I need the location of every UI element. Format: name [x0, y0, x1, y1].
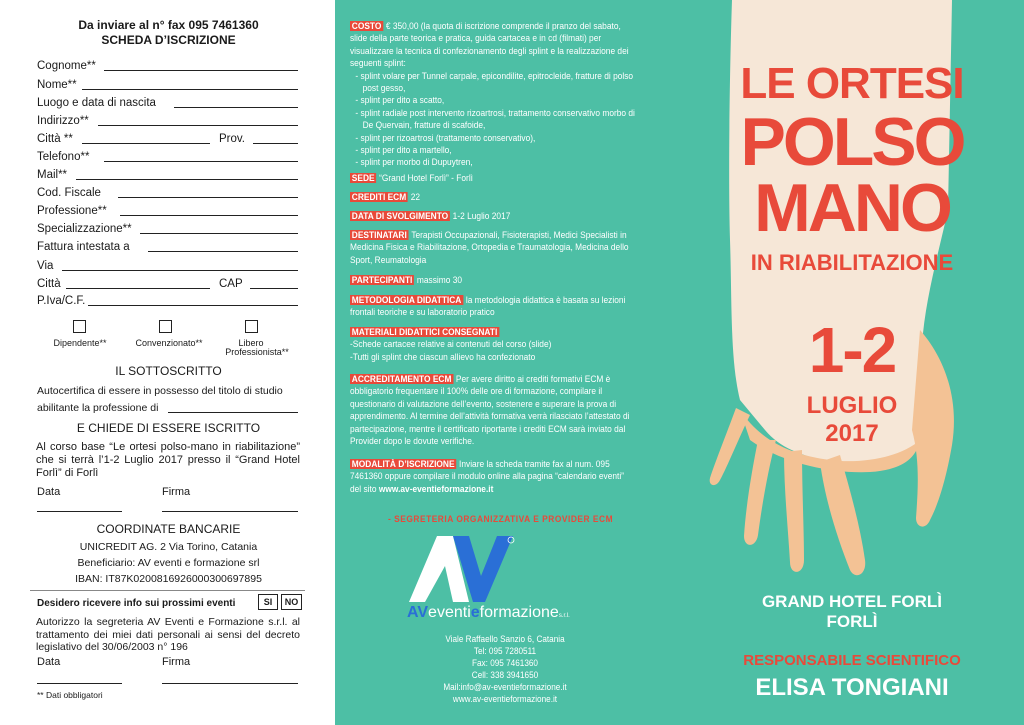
field-label-telefono: Telefono**	[37, 151, 90, 163]
cover-city: FORLÌ	[826, 612, 878, 631]
field-specializzazione[interactable]	[140, 233, 298, 234]
field-label-prov: Prov.	[219, 133, 245, 145]
firma-label-2: Firma	[162, 656, 191, 668]
sede-key: SEDE	[351, 173, 375, 183]
partecipanti-text: massimo 30	[416, 275, 463, 285]
data-label-2: Data	[37, 656, 61, 668]
firma-label-1: Firma	[162, 486, 191, 498]
splint-6: - splint per morbo di Dupuytren,	[355, 157, 473, 168]
accreditamento-section	[350, 373, 636, 447]
field-label-nascita: Luogo e data di nascita	[37, 97, 156, 109]
field-label-citta2: Città	[37, 278, 61, 290]
info-panel	[335, 0, 680, 725]
logo-formazione: formazione	[479, 604, 559, 621]
destinatari-section	[350, 229, 636, 266]
address-cell: Cell: 338 3941650	[471, 670, 539, 680]
cover-title-1: LE ORTESI	[740, 59, 964, 108]
field-label-via: Via	[37, 260, 54, 272]
crediti-section	[350, 191, 636, 203]
bank-line-2: Beneficiario: AV eventi e formazione srl	[77, 557, 260, 569]
cover-month: LUGLIO	[806, 392, 898, 419]
logo-av: AV	[407, 604, 429, 621]
cover-title-2: POLSO	[740, 104, 964, 180]
chiede-text: Al corso base “Le ortesi polso-mano in riabilitazione” che si terrà l’1-2 Luglio 2017 presso il “Grand Hotel Forlì” di Forlì	[36, 441, 300, 479]
materiali-section	[350, 326, 636, 363]
costo-key: COSTO	[351, 21, 382, 31]
website-link[interactable]: www.av-eventieformazione.it	[378, 483, 494, 494]
checkbox-label-dipendente: Dipendente**	[53, 338, 107, 348]
sede-text: “Grand Hotel Forlì” - Forlì	[379, 173, 474, 183]
destinatari-text: Terapisti Occupazionali, Fisioterapisti, Medici Specialisti in Medicina Fisica e Riabilitazione, Ortopedia e Traumatologia, Medicina dello Sport, Reumatologia	[350, 230, 629, 265]
splint-4: - splint per rizoartrosi (trattamento conservativo),	[355, 132, 536, 143]
checkbox-dipendente[interactable]	[73, 320, 86, 333]
checkbox-label-libero: Libero	[238, 338, 264, 348]
data-section	[350, 210, 636, 222]
field-professione[interactable]	[120, 215, 298, 216]
bank-line-1: UNICREDIT AG. 2 Via Torino, Catania	[79, 541, 258, 553]
materiali-key: MATERIALI DIDATTICI CONSEGNATI	[351, 327, 498, 337]
modalita-section	[350, 458, 636, 495]
registration-form	[0, 0, 335, 725]
field-prov[interactable]	[253, 143, 298, 144]
field-label-codfiscale: Cod. Fiscale	[37, 187, 101, 199]
cover-responsabile: RESPONSABILE SCIENTIFICO	[743, 652, 961, 669]
field-mail[interactable]	[76, 179, 298, 180]
field-professione-abilitante[interactable]	[168, 412, 298, 413]
field-citta2[interactable]	[66, 288, 210, 289]
data-key: DATA DI SVOLGIMENTO	[351, 211, 449, 221]
destinatari-key: DESTINATARI	[351, 230, 407, 240]
info-question: Desidero ricevere info sui prossimi eventi	[37, 598, 236, 609]
data-field-1[interactable]	[37, 511, 122, 512]
av-logo-wordmark	[407, 604, 570, 622]
field-fattura[interactable]	[148, 251, 298, 252]
form-title: SCHEDA D’ISCRIZIONE	[101, 33, 236, 47]
field-codfiscale[interactable]	[118, 197, 298, 198]
field-piva[interactable]	[88, 305, 298, 306]
field-cap[interactable]	[250, 288, 298, 289]
field-citta[interactable]	[82, 143, 210, 144]
splint-3a: - splint radiale post intervento rizoartrosi, trattamento conservativo morbo di	[355, 107, 635, 118]
field-label-cap: CAP	[219, 278, 243, 290]
firma-field-1[interactable]	[162, 511, 298, 512]
cover-hotel: GRAND HOTEL FORLÌ	[761, 592, 943, 611]
splint-1a: - splint volare per Tunnel carpale, epicondilite, epitrocleide, fratture di polso	[355, 70, 634, 81]
si-checkbox[interactable]: SI	[258, 594, 278, 610]
metodologia-section	[350, 294, 636, 319]
chiede-title: E CHIEDE DI ESSERE ISCRITTO	[76, 421, 261, 435]
no-checkbox[interactable]: NO	[281, 594, 302, 610]
sottoscritto-title: IL SOTTOSCRITTO	[115, 364, 222, 378]
field-cognome[interactable]	[104, 70, 298, 71]
av-logo-icon	[407, 532, 517, 604]
field-indirizzo[interactable]	[98, 125, 298, 126]
costo-text: € 350,00 (la quota di iscrizione comprende il pranzo del sabato, slide della parte teorica e pratica, guida cartacea e in cd (filmati) per visualizzare la tecnica di confezionamento degli splint e la realizzazione dei seguenti splint:	[350, 21, 629, 69]
logo-e: e	[470, 604, 480, 621]
materiali-1: -Schede cartacee relative ai contenuti del corso (slide)	[350, 339, 552, 350]
logo-srl: s.r.l.	[558, 613, 570, 619]
bank-iban: IBAN: IT87K0200816926000300697895	[75, 573, 262, 585]
segreteria-label: - SEGRETERIA ORGANIZZATIVA E PROVIDER ECM	[388, 514, 614, 525]
materiali-2: -Tutti gli splint che ciascun allievo ha confezionato	[350, 351, 536, 362]
privacy-text: Autorizzo la segreteria AV Eventi e Formazione s.r.l. al trattamento dei miei dati personali ai sensi del decreto legislativo del 30/06/2003 n° 196	[36, 616, 300, 653]
coordinate-title: COORDINATE BANCARIE	[96, 522, 241, 536]
address-1: Viale Raffaello Sanzio 6, Catania	[445, 634, 565, 644]
cover-name: ELISA TONGIANI	[755, 674, 949, 701]
metodologia-key: METODOLOGIA DIDATTICA	[351, 295, 462, 305]
fax-header: Da inviare al n° fax 095 7461360	[78, 18, 259, 32]
field-label-citta: Città **	[37, 133, 73, 145]
cover-date: 1-2	[808, 314, 896, 386]
logo-eventi: eventi	[428, 604, 471, 621]
field-label-cognome: Cognome**	[37, 60, 96, 72]
field-nome[interactable]	[82, 89, 298, 90]
cover-title-3: MANO	[754, 170, 950, 246]
checkbox-label-professionista: Professionista**	[225, 347, 289, 357]
sottoscritto-text2: abilitante la professione di	[37, 402, 159, 414]
splint-2: - splint per dito a scatto,	[355, 95, 445, 106]
checkbox-libero[interactable]	[245, 320, 258, 333]
accreditamento-key: ACCREDITAMENTO ECM	[351, 374, 452, 384]
field-via[interactable]	[62, 270, 298, 271]
data-label-1: Data	[37, 486, 61, 498]
checkbox-label-convenzionato: Convenzionato**	[135, 338, 203, 348]
data-field-2[interactable]	[37, 683, 122, 684]
partecipanti-key: PARTECIPANTI	[351, 275, 413, 285]
metodologia-text: la metodologia didattica è basata su lezioni frontali teoriche e su laboratorio pratico	[350, 295, 626, 318]
sede-section	[350, 172, 636, 184]
field-label-nome: Nome**	[37, 79, 77, 91]
splint-5: - splint per dito a martello,	[355, 145, 452, 156]
cover-year: 2017	[825, 420, 879, 447]
data-text: 1-2 Luglio 2017	[452, 211, 511, 221]
costo-section	[350, 20, 636, 169]
field-nascita[interactable]	[174, 107, 298, 108]
field-label-fattura: Fattura intestata a	[37, 241, 130, 253]
crediti-text: 22	[410, 192, 421, 202]
footnote: ** Dati obbligatori	[37, 690, 103, 700]
crediti-key: CREDITI ECM	[351, 192, 407, 202]
field-label-specializzazione: Specializzazione**	[37, 223, 132, 235]
modalita-text: Inviare la scheda tramite fax al num. 095 7461360 oppure compilare il modulo online alla pagina “calendario eventi” del sito	[350, 459, 624, 494]
firma-field-2[interactable]	[162, 683, 298, 684]
address-mail[interactable]: Mail:info@av-eventieformazione.it	[443, 682, 567, 692]
partecipanti-section	[350, 274, 636, 286]
cover-subtitle: IN RIABILITAZIONE	[750, 250, 954, 275]
address-tel: Tel: 095 7280511	[473, 646, 537, 656]
field-label-piva: P.Iva/C.F.	[37, 295, 86, 307]
field-label-indirizzo: Indirizzo**	[37, 115, 89, 127]
field-label-mail: Mail**	[37, 169, 68, 181]
field-label-professione: Professione**	[37, 205, 107, 217]
sottoscritto-text1: Autocertifica di essere in possesso del titolo di studio	[37, 385, 283, 397]
field-telefono[interactable]	[104, 161, 298, 162]
modalita-key: MODALITÀ D’ISCRIZIONE	[351, 459, 455, 469]
splint-1b: post gesso,	[362, 83, 406, 94]
address-fax: Fax: 095 7461360	[472, 658, 538, 668]
divider	[30, 590, 305, 591]
checkbox-convenzionato[interactable]	[159, 320, 172, 333]
splint-3b: De Quervain, fratture di scafoide,	[362, 120, 486, 131]
accreditamento-text: Per avere diritto ai crediti formativi ECM è obbligatorio frequentare il 100% delle ore di formazione, compilare il questionario di valutazione dell’evento, sostenere e superare la prova di apprendimento. Al termine dell’attività formativa verrà rilasciato l’attestato di partecipazione, mentre il certificato riportante i crediti ECM sarà inviato dal Provider dopo le dovute verifiche.	[350, 374, 630, 447]
address-web[interactable]: www.av-eventieformazione.it	[452, 694, 558, 704]
cover-panel	[680, 0, 1024, 725]
